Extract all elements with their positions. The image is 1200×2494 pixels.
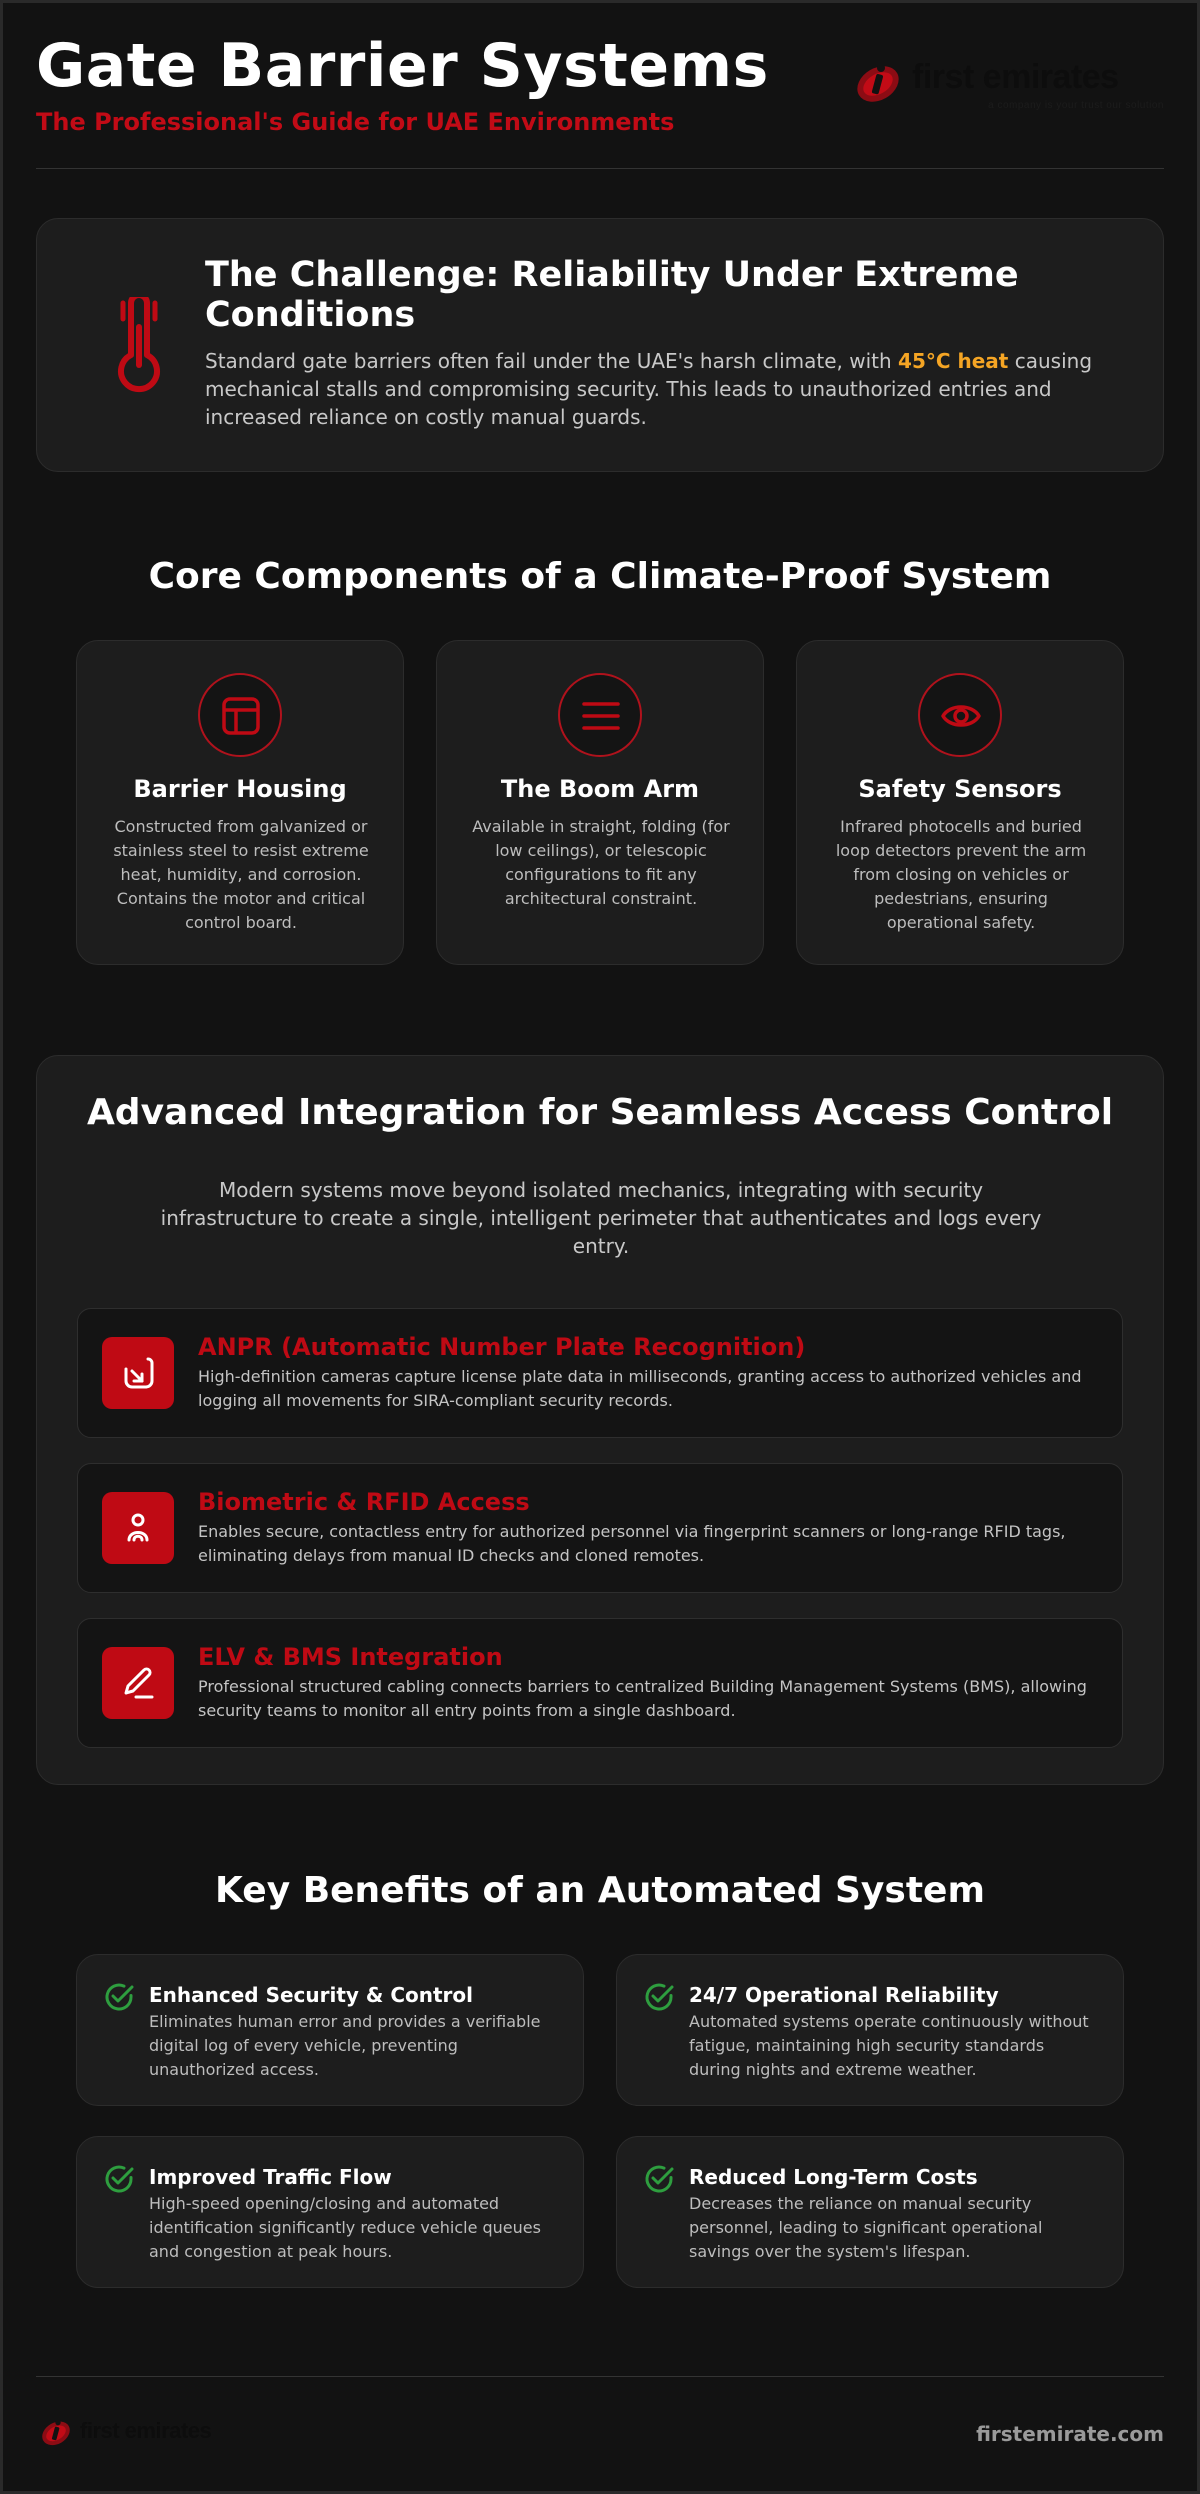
footer-divider — [36, 2376, 1164, 2377]
component-title: Barrier Housing — [133, 775, 347, 803]
fingerprint-icon — [120, 1510, 156, 1546]
eye-icon — [941, 696, 981, 736]
component-card-sensors — [796, 640, 1124, 965]
component-icon-circle — [918, 673, 1002, 757]
page-subtitle: The Professional's Guide for UAE Environments — [36, 108, 675, 136]
component-card-housing — [76, 640, 404, 965]
feature-icon-box — [102, 1647, 174, 1719]
component-text: Infrared photocells and buried loop detectors prevent the arm from closing on vehicles or pedestrians, ensuring operational safety. — [835, 817, 1087, 932]
benefit-text: Decreases the reliance on manual security personnel, leading to significant operational savings over the system's lifespan. — [689, 2194, 1043, 2261]
logo-mark-icon — [40, 2416, 72, 2448]
benefit-card — [616, 2136, 1124, 2288]
check-circle-icon — [643, 1981, 675, 2013]
feature-title: Biometric & RFID Access — [198, 1488, 530, 1516]
challenge-title: The Challenge: Reliability Under Extreme Conditions — [205, 255, 1019, 335]
benefit-title: 24/7 Operational Reliability — [689, 1983, 999, 2007]
feature-biometric — [77, 1463, 1123, 1593]
page-title: Gate Barrier Systems — [36, 31, 769, 101]
components-section-title: Core Components of a Climate-Proof System — [148, 556, 1052, 597]
benefit-text: Automated systems operate continuously without fatigue, maintaining high security standards during nights and extreme weather. — [689, 2012, 1089, 2079]
benefit-card — [76, 1954, 584, 2106]
logo-text: first emirates — [912, 58, 1119, 96]
feature-text: Professional structured cabling connects barriers to centralized Building Management Systems (BMS), allowing security teams to monitor all entry points from a single dashboard. — [198, 1677, 1087, 1720]
benefit-text: Eliminates human error and provides a verifiable digital log of every vehicle, preventing unauthorized access. — [149, 2012, 541, 2079]
pen-icon — [120, 1665, 156, 1701]
component-card-boom-arm — [436, 640, 764, 965]
check-circle-icon — [643, 2163, 675, 2195]
feature-text: Enables secure, contactless entry for authorized personnel via fingerprint scanners or long-range RFID tags, eliminating delays from manual ID checks and cloned remotes. — [198, 1522, 1066, 1565]
component-text: Constructed from galvanized or stainless steel to resist extreme heat, humidity, and corrosion. Contains the motor and critical control board. — [113, 817, 369, 932]
component-title: Safety Sensors — [858, 775, 1062, 803]
logo-tagline: a company is your trust our solution — [988, 100, 1164, 111]
feature-icon-box — [102, 1492, 174, 1564]
feature-elv-bms — [77, 1618, 1123, 1748]
component-icon-circle — [558, 673, 642, 757]
integration-title: Advanced Integration for Seamless Access Control — [86, 1092, 1114, 1133]
benefit-title: Enhanced Security & Control — [149, 1983, 473, 2007]
challenge-card — [36, 218, 1164, 472]
benefit-title: Reduced Long-Term Costs — [689, 2165, 978, 2189]
feature-title: ANPR (Automatic Number Plate Recognition) — [198, 1333, 806, 1361]
brand-logo[interactable] — [854, 56, 1164, 116]
footer-website-link[interactable]: firstemirate.com — [976, 2422, 1164, 2446]
component-title: The Boom Arm — [500, 775, 700, 803]
integration-card — [36, 1055, 1164, 1785]
layout-icon — [221, 696, 261, 736]
logo-mark-icon — [854, 58, 902, 106]
benefit-title: Improved Traffic Flow — [149, 2165, 392, 2189]
benefit-card — [616, 1954, 1124, 2106]
feature-icon-box — [102, 1337, 174, 1409]
feature-anpr — [77, 1308, 1123, 1438]
footer-logo-text: first emirates — [80, 2418, 212, 2443]
benefit-card — [76, 2136, 584, 2288]
component-text: Available in straight, folding (for low ceilings), or telescopic configurations to fit any architectural constraint. — [472, 817, 730, 908]
footer-logo[interactable] — [40, 2412, 240, 2452]
check-circle-icon — [103, 1981, 135, 2013]
benefits-section-title: Key Benefits of an Automated System — [215, 1870, 985, 1911]
heat-highlight: 45°C heat — [898, 349, 1009, 373]
benefit-text: High-speed opening/closing and automated identification significantly reduce vehicle queues and congestion at peak hours. — [149, 2194, 541, 2261]
page-header — [36, 30, 1164, 140]
challenge-text: Standard gate barriers often fail under the UAE's harsh climate, with 45°C heat causing mechanical stalls and compromising security. This leads to unauthorized entries and increased reliance on costly manual guards. — [205, 349, 1093, 429]
feature-title: ELV & BMS Integration — [198, 1643, 503, 1671]
feature-text: High-definition cameras capture license plate data in milliseconds, granting access to authorized vehicles and logging all movements for SIRA-compliant security records. — [198, 1367, 1082, 1410]
menu-lines-icon — [581, 696, 621, 736]
thermometer-icon — [99, 297, 179, 397]
camera-arrow-icon — [120, 1355, 156, 1391]
component-icon-circle — [198, 673, 282, 757]
check-circle-icon — [103, 2163, 135, 2195]
integration-lead: Modern systems move beyond isolated mechanics, integrating with security infrastructure to create a single, intelligent perimeter that authenticates and logs every entry. — [160, 1178, 1042, 1258]
header-divider — [36, 168, 1164, 169]
